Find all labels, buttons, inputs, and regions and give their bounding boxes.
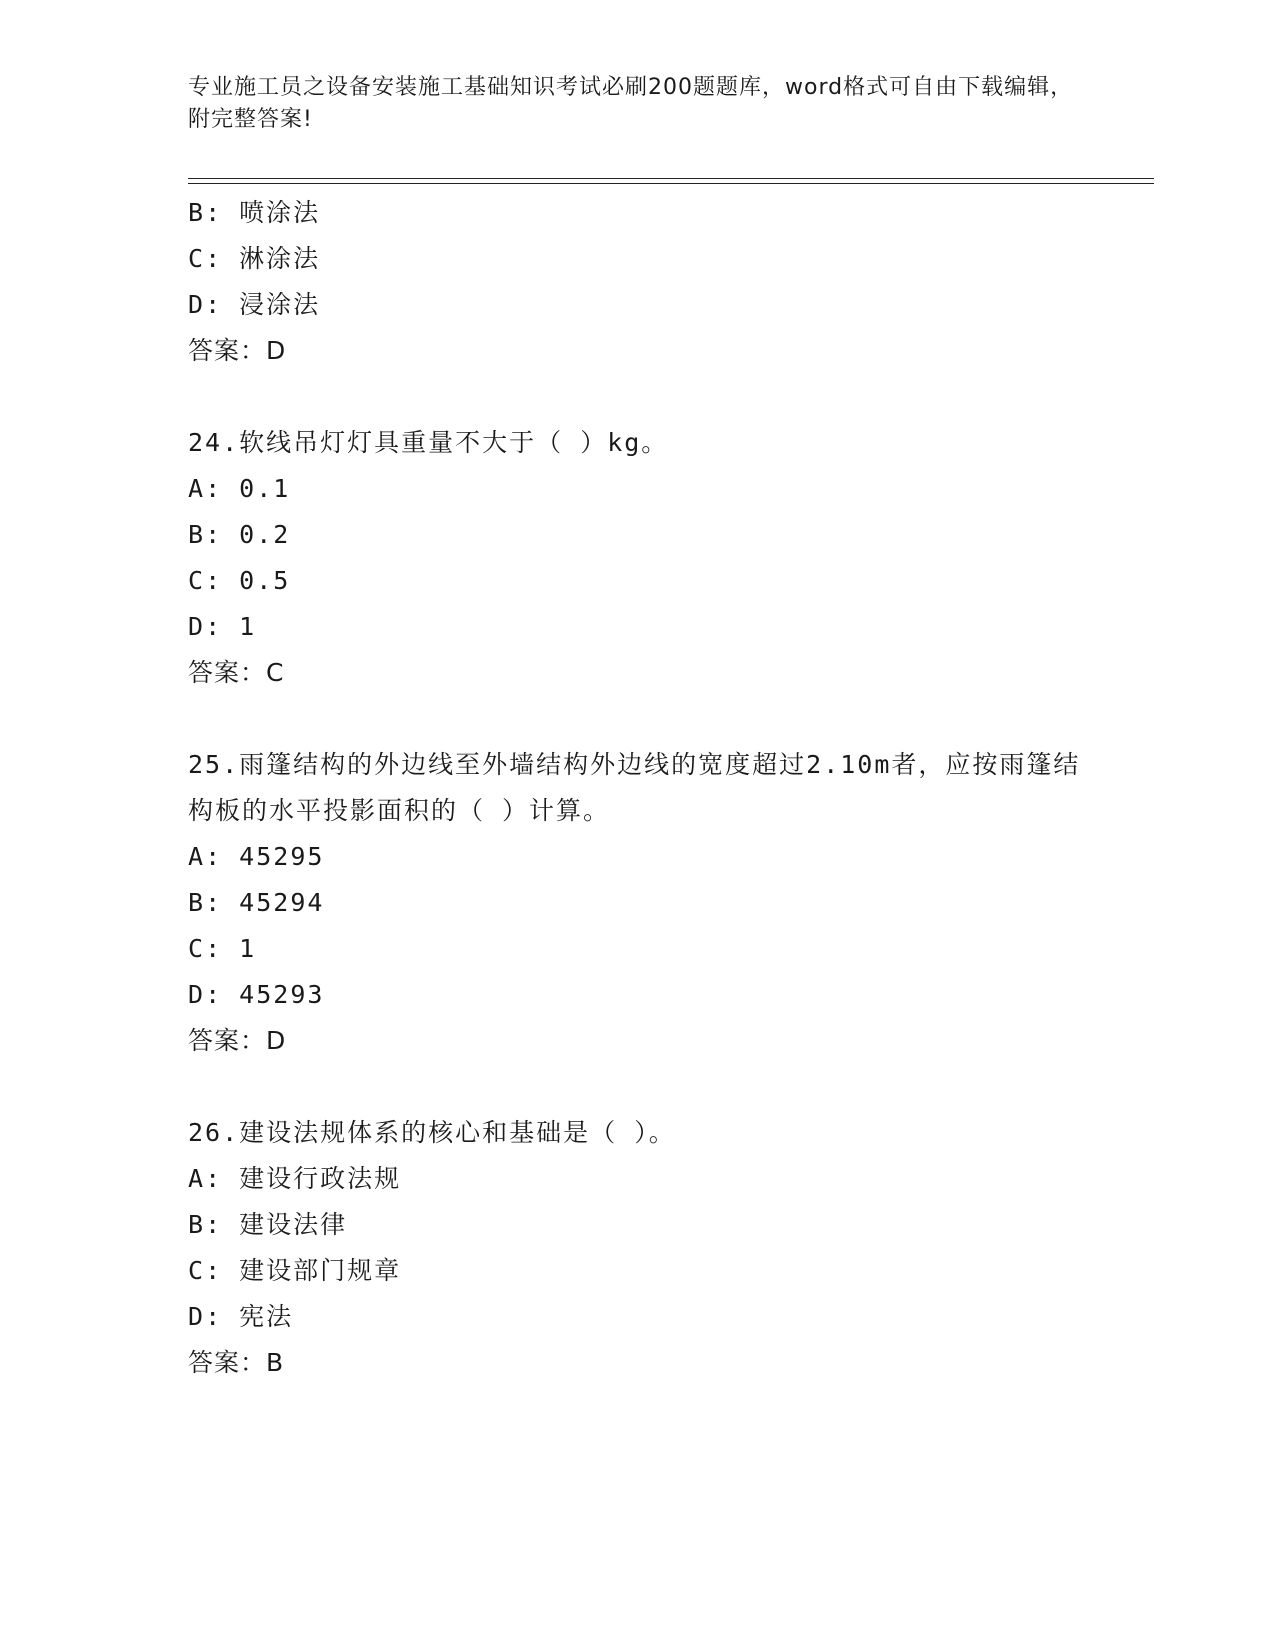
option-b: B: 45294 [188, 888, 325, 917]
answer: 答案：D [188, 336, 287, 365]
question-stem: 25.雨篷结构的外边线至外墙结构外边线的宽度超过2.10m者，应按雨篷结构板的水平投影面积的（ ）计算。 [188, 750, 1081, 825]
option-label: B [188, 198, 206, 227]
option-text: 0.2 [239, 520, 291, 549]
question-26 [188, 1110, 1088, 1386]
option-text: 45293 [239, 980, 325, 1009]
option-text: 45294 [239, 888, 325, 917]
question-25 [188, 742, 1088, 1064]
option-label: B [188, 520, 206, 549]
question-23-continued [188, 190, 1088, 374]
option-b: B: 建设法律 [188, 1210, 348, 1239]
option-label: D [188, 1302, 206, 1331]
answer: 答案：D [188, 1026, 287, 1055]
option-label: A [188, 474, 206, 503]
option-c: C: 0.5 [188, 566, 291, 595]
option-a: A: 建设行政法规 [188, 1164, 402, 1193]
option-label: B [188, 1210, 206, 1239]
option-d: D: 浸涂法 [188, 290, 321, 319]
option-label: C [188, 934, 206, 963]
option-text: 喷涂法 [239, 198, 321, 227]
option-label: C [188, 566, 206, 595]
option-label: D [188, 290, 206, 319]
option-label: B [188, 888, 206, 917]
question-list [188, 190, 1088, 1386]
option-text: 建设法律 [239, 1210, 348, 1239]
option-text: 45295 [239, 842, 325, 871]
option-label: D [188, 612, 206, 641]
header-divider [188, 178, 1154, 184]
option-b: B: 喷涂法 [188, 198, 321, 227]
option-text: 建设行政法规 [239, 1164, 402, 1193]
option-c: C: 1 [188, 934, 257, 963]
option-b: B: 0.2 [188, 520, 291, 549]
option-text: 淋涂法 [239, 244, 321, 273]
question-stem: 24.软线吊灯灯具重量不大于（ ）kg。 [188, 428, 669, 457]
spacer [188, 374, 1088, 420]
option-text: 0.5 [239, 566, 291, 595]
answer: 答案：B [188, 1348, 285, 1377]
answer: 答案：C [188, 658, 285, 687]
question-stem: 26.建设法规体系的核心和基础是（ ）。 [188, 1118, 676, 1147]
option-text: 1 [239, 934, 257, 963]
question-24 [188, 420, 1088, 696]
option-label: C [188, 1256, 206, 1285]
option-text: 宪法 [239, 1302, 294, 1331]
option-d: D: 宪法 [188, 1302, 294, 1331]
spacer [188, 696, 1088, 742]
option-c: C: 淋涂法 [188, 244, 321, 273]
option-d: D: 45293 [188, 980, 325, 1009]
option-text: 1 [239, 612, 257, 641]
option-text: 0.1 [239, 474, 291, 503]
option-label: A [188, 1164, 206, 1193]
option-a: A: 0.1 [188, 474, 291, 503]
option-label: C [188, 244, 206, 273]
option-d: D: 1 [188, 612, 257, 641]
option-label: A [188, 842, 206, 871]
document-title: 专业施工员之设备安装施工基础知识考试必刷200题题库，word格式可自由下载编辑，附完整答案! [188, 75, 1074, 132]
option-a: A: 45295 [188, 842, 325, 871]
spacer [188, 1064, 1088, 1110]
option-c: C: 建设部门规章 [188, 1256, 402, 1285]
option-text: 建设部门规章 [239, 1256, 402, 1285]
option-text: 浸涂法 [239, 290, 321, 319]
option-label: D [188, 980, 206, 1009]
